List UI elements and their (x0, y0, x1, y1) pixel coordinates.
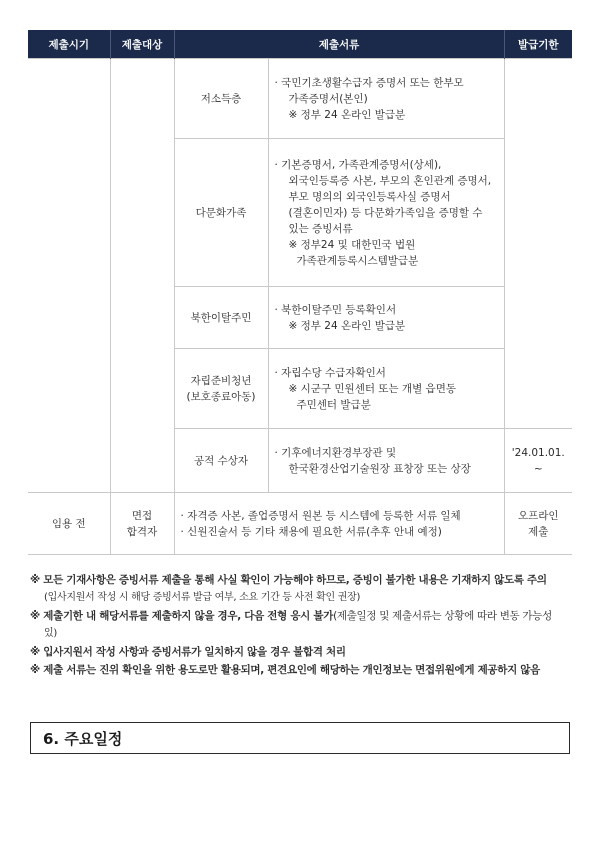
docs-independent-youth (268, 349, 504, 429)
table-header-row (28, 30, 572, 59)
target-line: 합격자 (126, 525, 158, 538)
note-1-sub: (입사지원서 작성 시 해당 증빙서류 발급 여부, 소요 기간 등 사전 확인 권장) (44, 592, 361, 603)
docs-low-income (268, 59, 504, 139)
note-3: ※ 입사지원서 작성 사항과 증빙서류가 일치하지 않을 경우 불합격 처리 (30, 646, 346, 658)
table-row (28, 59, 572, 139)
deadline-line: 제출 (528, 525, 549, 538)
note-2-main: ※ 제출기한 내 해당서류를 제출하지 않을 경우, 다음 전형 응시 불가 (30, 610, 334, 622)
doc-line: 부모 명의의 외국인등록사실 증명서 (288, 190, 451, 203)
doc-line: 가족증명서(본인) (288, 92, 368, 105)
header-deadline: 발급기한 (504, 30, 572, 59)
doc-line: 주민센터 발급분 (296, 398, 371, 411)
target-cell-empty (110, 59, 174, 493)
doc-line: 있는 증빙서류 (288, 222, 353, 235)
deadline-cell-empty (504, 59, 572, 429)
header-timing: 제출시기 (28, 30, 110, 59)
doc-line: 외국인등록증 사본, 부모의 혼인관계 증명서, (288, 174, 492, 187)
doc-line: ※ 정부 24 온라인 발급분 (288, 108, 406, 121)
docs-award-winner (268, 429, 504, 493)
header-target: 제출대상 (110, 30, 174, 59)
header-documents: 제출서류 (174, 30, 504, 59)
note-1: ※ 모든 기재사항은 증빙서류 제출을 통해 사실 확인이 가능해야 하므로, 증빙이 불가한 내용은 기재하지 않도록 주의 (30, 574, 547, 586)
notes-block (30, 571, 575, 679)
target-interview-passers (110, 493, 174, 555)
note-2-sub: 있) (44, 628, 57, 639)
target-line: 면접 (131, 509, 153, 522)
subtarget-multicultural: 다문화가족 (174, 139, 268, 287)
subtarget-line: (보호종료아동) (186, 390, 256, 403)
deadline-offline (504, 493, 572, 555)
doc-line: 한국환경산업기술원장 표창장 또는 상장 (288, 462, 471, 475)
doc-line: · 신원진술서 등 기타 채용에 필요한 서류(추후 안내 예정) (180, 525, 442, 538)
note-2-tail: (제출일정 및 제출서류는 상황에 따라 변동 가능성 (333, 610, 552, 622)
note-2 (30, 607, 575, 625)
subtarget-award-winner: 공적 수상자 (174, 429, 268, 493)
doc-line: ※ 시군구 민원센터 또는 개별 읍면동 (288, 382, 456, 395)
note-4: ※ 제출 서류는 진위 확인을 위한 용도로만 활용되며, 편견요인에 해당하는 개인정보는 면접위원에게 제공하지 않음 (30, 664, 540, 676)
doc-line: · 자격증 사본, 졸업증명서 원본 등 시스템에 등록한 서류 일체 (180, 509, 461, 522)
deadline-line: ~ (533, 462, 543, 475)
doc-line: ※ 정부24 및 대한민국 법원 (288, 238, 416, 251)
table-row (28, 493, 572, 555)
doc-line: · 기후에너지환경부장관 및 (274, 446, 397, 459)
doc-line: · 북한이탈주민 등록확인서 (274, 303, 397, 316)
subtarget-line: 자립준비청년 (190, 374, 252, 387)
section-title: 6. 주요일정 (30, 722, 570, 754)
deadline-line: 오프라인 (517, 509, 559, 522)
doc-line: 가족관계등록시스템발급분 (296, 254, 419, 267)
subtarget-low-income: 저소득층 (174, 59, 268, 139)
timing-cell-empty (28, 59, 110, 493)
timing-before-appointment: 임용 전 (28, 493, 110, 555)
deadline-line: '24.01.01. (511, 446, 565, 459)
doc-line: (결혼이민자) 등 다문화가족임을 증명할 수 (288, 206, 483, 219)
subtarget-independent-youth (174, 349, 268, 429)
docs-north-korean-defector (268, 287, 504, 349)
subtarget-north-korean-defector: 북한이탈주민 (174, 287, 268, 349)
documents-table (28, 30, 572, 555)
doc-line: · 기본증명서, 가족관계증명서(상세), (274, 158, 442, 171)
doc-line: · 자립수당 수급자확인서 (274, 366, 386, 379)
doc-line: · 국민기초생활수급자 증명서 또는 한부모 (274, 76, 464, 89)
docs-interview-passers (174, 493, 504, 555)
deadline-award-winner (504, 429, 572, 493)
doc-line: ※ 정부 24 온라인 발급분 (288, 319, 406, 332)
docs-multicultural (268, 139, 504, 287)
